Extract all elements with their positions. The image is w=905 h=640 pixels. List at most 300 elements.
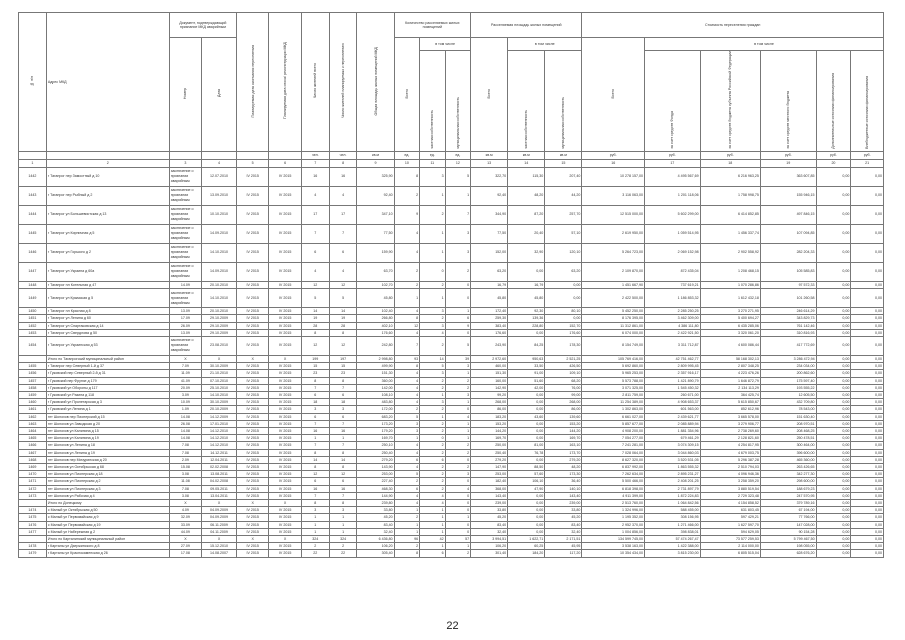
table-cell: 266,80 (357, 315, 394, 322)
table-cell: X (269, 355, 301, 362)
table-cell: 0,00 (851, 399, 884, 406)
table-cell: 13.04.2011 (202, 492, 237, 499)
table-cell: 1 627 597,70 (700, 521, 760, 528)
table-cell: 0 (445, 507, 471, 514)
table-cell: 4 (394, 377, 420, 384)
table-cell: 2 811 759,00 (582, 391, 645, 398)
address-cell: г Таганрог ул Украина д 60а (46, 262, 169, 281)
table-cell: 105 585,83 (760, 262, 816, 281)
unit-cell: руб. (582, 151, 645, 159)
table-row (19, 420, 884, 427)
table-cell: IV 2015 (236, 167, 268, 186)
table-cell: 09.05.2011 (202, 485, 237, 492)
address-cell: г Гуковский ул Пролетарская д 3 (46, 399, 169, 406)
address-cell: Итого по Таганрогский муниципальный район (46, 355, 169, 362)
col-header-address: Адрес МКД (46, 13, 169, 152)
table-cell: IV 2015 (269, 521, 301, 528)
table-cell: 57 474 267,47 (645, 536, 701, 543)
table-cell: X (202, 355, 237, 362)
table-cell: 3 (420, 167, 446, 186)
table-cell: 6 (420, 456, 446, 463)
table-cell: 0,00 (851, 406, 884, 413)
table-cell: 169,70 (471, 435, 508, 442)
table-cell: IV 2015 (236, 336, 268, 355)
table-cell: IV 2015 (269, 384, 301, 391)
table-row (19, 507, 884, 514)
table-cell: 279,20 (545, 456, 582, 463)
cost-group-header: Стоимость переселения граждан (582, 13, 884, 38)
table-cell: 250,40 (471, 449, 508, 456)
table-row (19, 262, 884, 281)
table-cell: 250,10 (357, 442, 394, 449)
column-number-cell: 17 (645, 159, 701, 167)
unit-cell: ед. (394, 151, 420, 159)
table-cell: 6 837 992,00 (582, 464, 645, 471)
table-cell: 761 142,46 (760, 322, 816, 329)
table-cell: 2 (420, 471, 446, 478)
table-cell: 1 (420, 289, 446, 308)
table-cell: заключение о признании аварийным (169, 336, 201, 355)
table-cell: 2 (329, 543, 357, 550)
table-cell: 176,60 (471, 329, 508, 336)
table-cell: 83,40 (471, 521, 508, 528)
address-cell: Итого по Донецкому (46, 500, 169, 507)
table-cell: 628 676,20 (760, 550, 816, 557)
table-cell: 73 577 259,53 (700, 536, 760, 543)
table-cell: 12.04.2011 (202, 456, 237, 463)
table-cell: 1470 (19, 471, 47, 478)
table-cell: 5 692 860,00 (582, 363, 645, 370)
table-cell: 368,00 (471, 485, 508, 492)
table-cell: IV 2015 (269, 442, 301, 449)
table-cell: IV 2015 (236, 507, 268, 514)
table-cell: 683,20 (357, 413, 394, 420)
table-cell: 5 500 466,00 (582, 478, 645, 485)
table-cell: 2 (420, 478, 446, 485)
table-cell: 32,40 (471, 528, 508, 535)
table-cell: IV 2015 (269, 281, 301, 288)
table-cell: 4 (394, 243, 420, 262)
table-cell: 250,40 (357, 449, 394, 456)
table-cell: 7 (329, 384, 357, 391)
col-header-count-municipal: муниципальная собственность (445, 51, 471, 152)
table-cell: 6 (329, 243, 357, 262)
table-cell: 10 278 157,00 (582, 167, 645, 186)
table-row (19, 399, 884, 406)
table-cell: 396 600,00 (760, 449, 816, 456)
table-cell: IV 2015 (236, 427, 268, 434)
table-cell: 207,40 (545, 167, 582, 186)
table-cell: 90 154,28 (760, 528, 816, 535)
col-header-regional-budget: за счет средств бюджета субъекта Российской Федерации (700, 51, 760, 152)
table-cell: 1 (420, 507, 446, 514)
table-cell: 8 (301, 329, 329, 336)
table-cell: 2 809 995,45 (645, 363, 701, 370)
table-cell: 144,20 (545, 427, 582, 434)
table-cell: 6 436,80 (357, 536, 394, 543)
table-cell: 3 (301, 507, 329, 514)
address-cell: г Таганрог ул Горького д 2 (46, 243, 169, 262)
table-cell: 1442 (19, 167, 47, 186)
table-cell: 8 (394, 550, 420, 557)
table-cell: 15 (329, 363, 357, 370)
table-cell: 239,80 (357, 500, 394, 507)
table-cell: 57,60 (508, 471, 545, 478)
address-cell: пгт Шолохов ул Ленина д 18 (46, 442, 169, 449)
table-cell: 4 (394, 224, 420, 243)
table-cell: 3 (329, 507, 357, 514)
table-cell: 1 (420, 243, 446, 262)
unit-cell (19, 151, 47, 159)
table-cell: 0,00 (816, 406, 851, 413)
table-cell: X (169, 500, 201, 507)
table-cell: 1 (420, 521, 446, 528)
table-cell: 257,70 (545, 205, 582, 224)
table-cell: 33,50 (508, 363, 545, 370)
table-cell: 4 (394, 492, 420, 499)
table-cell: X (236, 536, 268, 543)
table-cell: IV 2015 (269, 406, 301, 413)
table-cell: IV 2015 (236, 464, 268, 471)
table-cell: 2 128 821,60 (700, 435, 760, 442)
table-cell: 1 (394, 528, 420, 535)
col-header-doc-date: Дата (202, 38, 237, 152)
table-cell: 107 094,85 (760, 224, 816, 243)
table-cell: 4 911 399,00 (582, 492, 645, 499)
table-cell: 2 729 323,48 (700, 492, 760, 499)
table-cell: IV 2015 (236, 281, 268, 288)
table-cell: 42 (420, 536, 446, 543)
table-cell: 1 (445, 514, 471, 521)
table-cell: 0,00 (545, 289, 582, 308)
table-cell: 8 (329, 377, 357, 384)
table-cell: 3 (420, 370, 446, 377)
col-header-count-private: частная собственность (420, 51, 446, 152)
unit-cell (236, 151, 268, 159)
table-cell: 234 034,00 (760, 363, 816, 370)
table-cell: 2.09 (169, 456, 201, 463)
table-row (19, 478, 884, 485)
table-cell: 1 004 856,00 (582, 528, 645, 535)
table-cell: 102,40 (357, 308, 394, 315)
table-row (19, 391, 884, 398)
table-cell: 117,20 (545, 550, 582, 557)
address-cell: с Малый ул Октябрьская д 50 (46, 507, 169, 514)
table-cell: 497 846,15 (760, 205, 816, 224)
col-header-count-total: Всего (394, 38, 420, 152)
table-cell: 0,00 (816, 377, 851, 384)
column-number-cell: 1 (19, 159, 47, 167)
table-cell: 6 (301, 478, 329, 485)
table-cell: 4 (394, 329, 420, 336)
table-cell: 197 (329, 355, 357, 362)
table-cell: 4 (394, 449, 420, 456)
table-cell: 77,50 (357, 224, 394, 243)
table-cell: IV 2015 (236, 456, 268, 463)
table-cell: 7 241 281,00 (582, 442, 645, 449)
table-cell: 2 085 889,94 (645, 420, 701, 427)
table-cell: IV 2015 (269, 336, 301, 355)
address-cell: г Гуковский ул Ленина д 1 (46, 406, 169, 413)
address-cell: с Малый ул Первомайская д 19 (46, 521, 169, 528)
table-cell: IV 2015 (236, 413, 268, 420)
column-number-cell: 9 (357, 159, 394, 167)
table-cell: 17.08 (169, 550, 201, 557)
table-cell: 268,00 (545, 399, 582, 406)
table-cell: 200 862,60 (760, 370, 816, 377)
resettlement-register-table (18, 12, 884, 558)
table-cell: 7 028 064,00 (582, 449, 645, 456)
table-cell: IV 2015 (269, 363, 301, 370)
table-cell: IV 2015 (236, 435, 268, 442)
table-cell: 48,20 (545, 464, 582, 471)
unit-cell: руб. (700, 151, 760, 159)
table-cell: 1 (445, 399, 471, 406)
table-cell: 04.09.2009 (202, 514, 237, 521)
table-cell: 12 (301, 471, 329, 478)
table-cell: 417 772,69 (760, 336, 816, 355)
table-cell: 0,00 (508, 521, 545, 528)
table-cell: 4 (329, 262, 357, 281)
table-cell: 12 (301, 281, 329, 288)
table-cell: 2 (420, 377, 446, 384)
table-cell: 1 195 352,00 (582, 514, 645, 521)
table-cell: 83,40 (357, 521, 394, 528)
table-cell: 1 (329, 435, 357, 442)
table-cell: IV 2015 (236, 329, 268, 336)
table-cell: 6 414 852,85 (700, 205, 760, 224)
table-cell: 0 (445, 492, 471, 499)
table-cell: X (169, 536, 201, 543)
table-cell: 142,90 (471, 384, 508, 391)
table-cell: 4 (394, 464, 420, 471)
table-cell: 1 (445, 435, 471, 442)
table-cell: IV 2015 (269, 289, 301, 308)
table-cell: 106,20 (471, 543, 508, 550)
table-cell: 1458 (19, 384, 47, 391)
table-cell: 6 (301, 413, 329, 420)
table-cell: 7 (329, 442, 357, 449)
table-cell: 1 (420, 413, 446, 420)
unit-cell (269, 151, 301, 159)
table-cell: 172,40 (471, 308, 508, 315)
col-header-extrabudgetary: Внебюджетные источники финансирования (851, 51, 884, 152)
table-cell: 15.12.2010 (202, 543, 237, 550)
table-cell: 2 (420, 420, 446, 427)
table-cell: 23.08.2010 (202, 336, 237, 355)
table-cell: 30.10.2009 (202, 399, 237, 406)
area-group-header: Расселяемая площадь жилых помещений (471, 13, 582, 38)
table-cell: 5 264 723,00 (582, 243, 645, 262)
table-cell: 86,00 (471, 406, 508, 413)
table-cell: 1 863 555,32 (645, 464, 701, 471)
table-cell: 1 646 872,79 (700, 377, 760, 384)
table-cell: 4 154 858,52 (700, 500, 760, 507)
table-cell: 344,90 (471, 205, 508, 224)
table-cell: 2 (445, 449, 471, 456)
table-cell: 679 461,29 (645, 435, 701, 442)
table-cell: 0,00 (851, 492, 884, 499)
table-cell: 0 (445, 406, 471, 413)
table-cell: 0,00 (816, 243, 851, 262)
table-cell: 0,00 (816, 289, 851, 308)
table-cell: 101 260,58 (760, 289, 816, 308)
table-cell: 0,00 (851, 528, 884, 535)
table-cell: 3 (445, 471, 471, 478)
table-cell: 1.09 (169, 406, 201, 413)
table-cell: 0,00 (816, 336, 851, 355)
table-cell: 04.09.2009 (202, 507, 237, 514)
column-number-cell: 14 (508, 159, 545, 167)
address-cell: г Таганрог ул Ленина д 60 (46, 315, 169, 322)
table-cell: 1 (445, 427, 471, 434)
table-cell: 1 451 667,90 (582, 281, 645, 288)
table-cell: 5 857 677,00 (582, 420, 645, 427)
table-cell: 0,00 (545, 315, 582, 322)
table-cell: 29.10.2009 (202, 322, 237, 329)
table-cell: 4 223 476,26 (700, 370, 760, 377)
table-cell: 02.02.2008 (202, 464, 237, 471)
table-cell: 8 (329, 500, 357, 507)
table-cell: 0,00 (816, 186, 851, 205)
table-cell: IV 2015 (236, 243, 268, 262)
table-cell: 0,00 (851, 449, 884, 456)
table-cell: 22 (301, 550, 329, 557)
table-cell: 1451 (19, 315, 47, 322)
table-cell: 5 965 253,00 (582, 370, 645, 377)
table-cell: IV 2015 (269, 485, 301, 492)
table-cell: 10.10.2010 (202, 205, 237, 224)
table-cell: 22 (329, 550, 357, 557)
table-cell: 0,00 (508, 435, 545, 442)
subtotal-row (19, 536, 884, 543)
table-cell: IV 2015 (236, 363, 268, 370)
table-cell: 4.09 (169, 507, 201, 514)
address-cell: г Таганрог ул Свердлова д 50 (46, 329, 169, 336)
table-row (19, 205, 884, 224)
table-cell: 06.11.2009 (202, 521, 237, 528)
table-cell: 33.09 (169, 521, 201, 528)
table-cell: 253,00 (357, 471, 394, 478)
table-row (19, 435, 884, 442)
table-cell: 17 (329, 205, 357, 224)
table-cell: 0,00 (851, 420, 884, 427)
table-cell: 1469 (19, 464, 47, 471)
table-cell: 3 286 472,94 (760, 355, 816, 362)
table-cell: 14.08 (169, 435, 201, 442)
table-cell: 310 816,93 (760, 329, 816, 336)
table-cell: 3 (420, 399, 446, 406)
col-header-residents-planned: Число жителей планируемых к переселению (329, 13, 357, 152)
table-cell: 18 (329, 399, 357, 406)
table-cell: 4 (329, 186, 357, 205)
table-cell: 3 (420, 322, 446, 329)
table-cell: 260 671,00 (645, 391, 701, 398)
table-cell: 1 (445, 308, 471, 315)
table-cell: 45,95 (545, 543, 582, 550)
table-cell: 1 422 388,00 (645, 543, 701, 550)
table-cell: 594 629,05 (700, 528, 760, 535)
table-cell: 601 563,00 (645, 406, 701, 413)
cost-incl-header: в том числе (645, 38, 884, 51)
col-header-additional-sources: Дополнительные источники финансирования (816, 51, 851, 152)
table-cell: 0,00 (851, 377, 884, 384)
table-body (19, 167, 884, 557)
page-number: 22 (446, 620, 459, 632)
table-cell: 282 204,33 (760, 243, 816, 262)
table-cell: 14.09.2010 (202, 262, 237, 281)
table-cell: 460,00 (471, 363, 508, 370)
table-cell: IV 2015 (269, 456, 301, 463)
table-cell: 21.10.2010 (202, 370, 237, 377)
table-cell: 151,30 (471, 370, 508, 377)
table-cell: 6 805 515,04 (700, 550, 760, 557)
table-cell: 0,00 (816, 262, 851, 281)
table-cell: IV 2015 (236, 471, 268, 478)
table-cell: 4 (394, 391, 420, 398)
table-cell: 1 (301, 514, 329, 521)
table-cell: 1 (445, 370, 471, 377)
table-cell: 324 (329, 536, 357, 543)
table-cell: 2 (445, 550, 471, 557)
table-cell: 0,00 (851, 315, 884, 322)
count-group-header: Количество расселяемых жилых помещений (394, 13, 471, 38)
address-cell: г Таганрог ул Спартаковская д 14 (46, 322, 169, 329)
table-cell: 2 (445, 262, 471, 281)
table-cell: 3 258 359,20 (700, 478, 760, 485)
table-cell: 1453 (19, 329, 47, 336)
table-cell: 88,50 (508, 464, 545, 471)
table-cell: IV 2015 (236, 543, 268, 550)
table-cell: X (202, 536, 237, 543)
count-incl-header: в том числе (420, 38, 471, 51)
table-cell: 2 (301, 543, 329, 550)
table-cell: 2 (445, 377, 471, 384)
table-cell: 60,25 (508, 543, 545, 550)
table-cell: 0,00 (851, 514, 884, 521)
table-cell: 1 (445, 186, 471, 205)
table-cell: 2 (420, 281, 446, 288)
table-cell: 2 (445, 384, 471, 391)
col-header-doc-number: Номер (169, 38, 201, 152)
table-row (19, 243, 884, 262)
table-cell: 0,00 (816, 205, 851, 224)
table-cell: 18 (301, 399, 329, 406)
table-cell: 6 661 027,00 (582, 413, 645, 420)
table-row (19, 528, 884, 535)
table-cell: 10.09 (169, 399, 201, 406)
table-cell: 105 769 416,00 (582, 355, 645, 362)
table-cell: 246 614,29 (760, 308, 816, 315)
table-cell: 92,30 (508, 308, 545, 315)
column-number-cell: 16 (582, 159, 645, 167)
table-cell: 298 600,00 (760, 478, 816, 485)
table-cell: 144,20 (471, 427, 508, 434)
address-cell: г Таганрог ул Кирпичная д 5 (46, 224, 169, 243)
table-cell: 2 (420, 449, 446, 456)
table-cell: 1443 (19, 186, 47, 205)
table-cell: 2 895 231,27 (645, 471, 701, 478)
table-cell: 7 262 634,00 (582, 471, 645, 478)
table-cell: 0 (420, 435, 446, 442)
table-cell: заключение о признании аварийным (169, 262, 201, 281)
table-cell: 0,00 (816, 550, 851, 557)
column-number-cell: 4 (202, 159, 237, 167)
table-cell: 3 (329, 406, 357, 413)
table-cell: 14.12.2010 (202, 442, 237, 449)
table-cell: 0,00 (816, 315, 851, 322)
col-header-index: № п/п (19, 13, 47, 152)
